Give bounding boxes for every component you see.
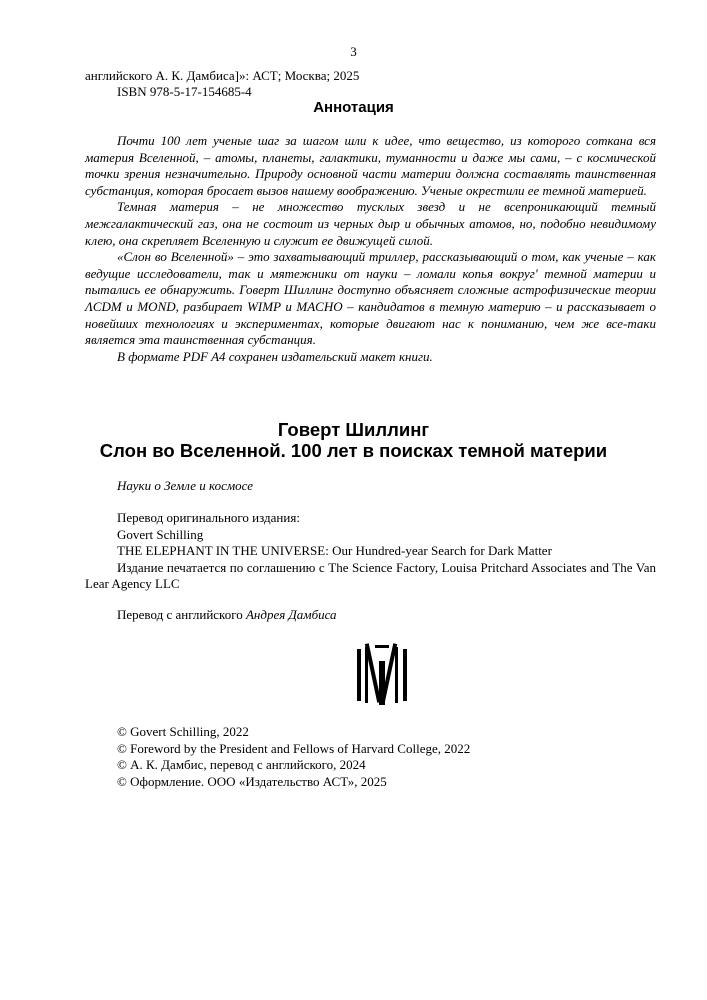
copyright-block (85, 724, 656, 790)
translation-prefix: Перевод с английского (117, 607, 246, 622)
copyright-line: © А. К. Дамбис, перевод с английского, 2024 (117, 757, 366, 773)
annotation-paragraph: Темная материя – не множество тусклых звезд и не всепроникающий темный межгалактический газ, она не состоит из черных дыр и обычных атомов, но, подобно невидимому клею, она скрепляет Вселенную и служит ее движущей силой. (85, 199, 656, 248)
book-title: Слон во Вселенной. 100 лет в поисках темной материи (99, 440, 608, 461)
annotation-paragraph: Почти 100 лет ученые шаг за шагом шли к идее, что вещество, из которого соткана вся материя Вселенной, – атомы, планеты, галактики, туманности и даже мы сами, – с космической точки зрения незначительно. Природу основной части материи должна составлять таинственная субстанция, которая бросает вызов нашему воображению. Ученые окрестили ее темной материей. (85, 133, 656, 198)
annotation-body (85, 133, 656, 365)
publishing-agreement: Издание печатается по соглашению с The Science Factory, Louisa Pritchard Associates and The Van Lear Agency LLC (85, 559, 656, 592)
original-title: THE ELEPHANT IN THE UNIVERSE: Our Hundred-year Search for Dark Matter (117, 543, 552, 559)
annotation-paragraph: В формате PDF A4 сохранен издательский макет книги. (117, 348, 433, 364)
page-number: 3 (350, 44, 357, 59)
copyright-line: © Foreword by the President and Fellows of Harvard College, 2022 (117, 740, 471, 756)
original-author: Govert Schilling (117, 526, 204, 542)
annotation-paragraph: «Слон во Вселенной» – это захватывающий триллер, рассказывающий о том, как ученые – как ведущие исследователи, так и мятежники от науки – ломали копья вокруг' темной материи и пытались ее обнаружить. Говерт Шиллинг доступно объясняет сложные астрофизические теории ΛCDM и MOND, разбирает WIMP и MACHO – кандидатов в темную материю – и рассказывает о новейших технологиях и экспериментах, которые двигают нас к пониманию, чем же все-таки является эта таинственная субстанция. (85, 249, 656, 348)
book-series: Науки о Земле и космосе (117, 478, 254, 493)
book-author: Говерт Шиллинг (277, 419, 430, 440)
original-label: Перевод оригинального издания: (117, 510, 300, 525)
imprint-line: английского А. К. Дамбиса]»: АСТ; Москва; 2025 (85, 68, 360, 83)
copyright-line: © Govert Schilling, 2022 (117, 724, 249, 739)
publisher-logo (355, 643, 411, 705)
isbn: ISBN 978-5-17-154685-4 (117, 84, 252, 99)
annotation-heading: Аннотация (313, 99, 394, 116)
translator-name: Андрея Дамбиса (245, 607, 337, 622)
original-edition-block (85, 510, 656, 593)
translation-credit (117, 607, 337, 623)
copyright-line: © Оформление. ООО «Издательство АСТ», 2025 (117, 773, 387, 789)
